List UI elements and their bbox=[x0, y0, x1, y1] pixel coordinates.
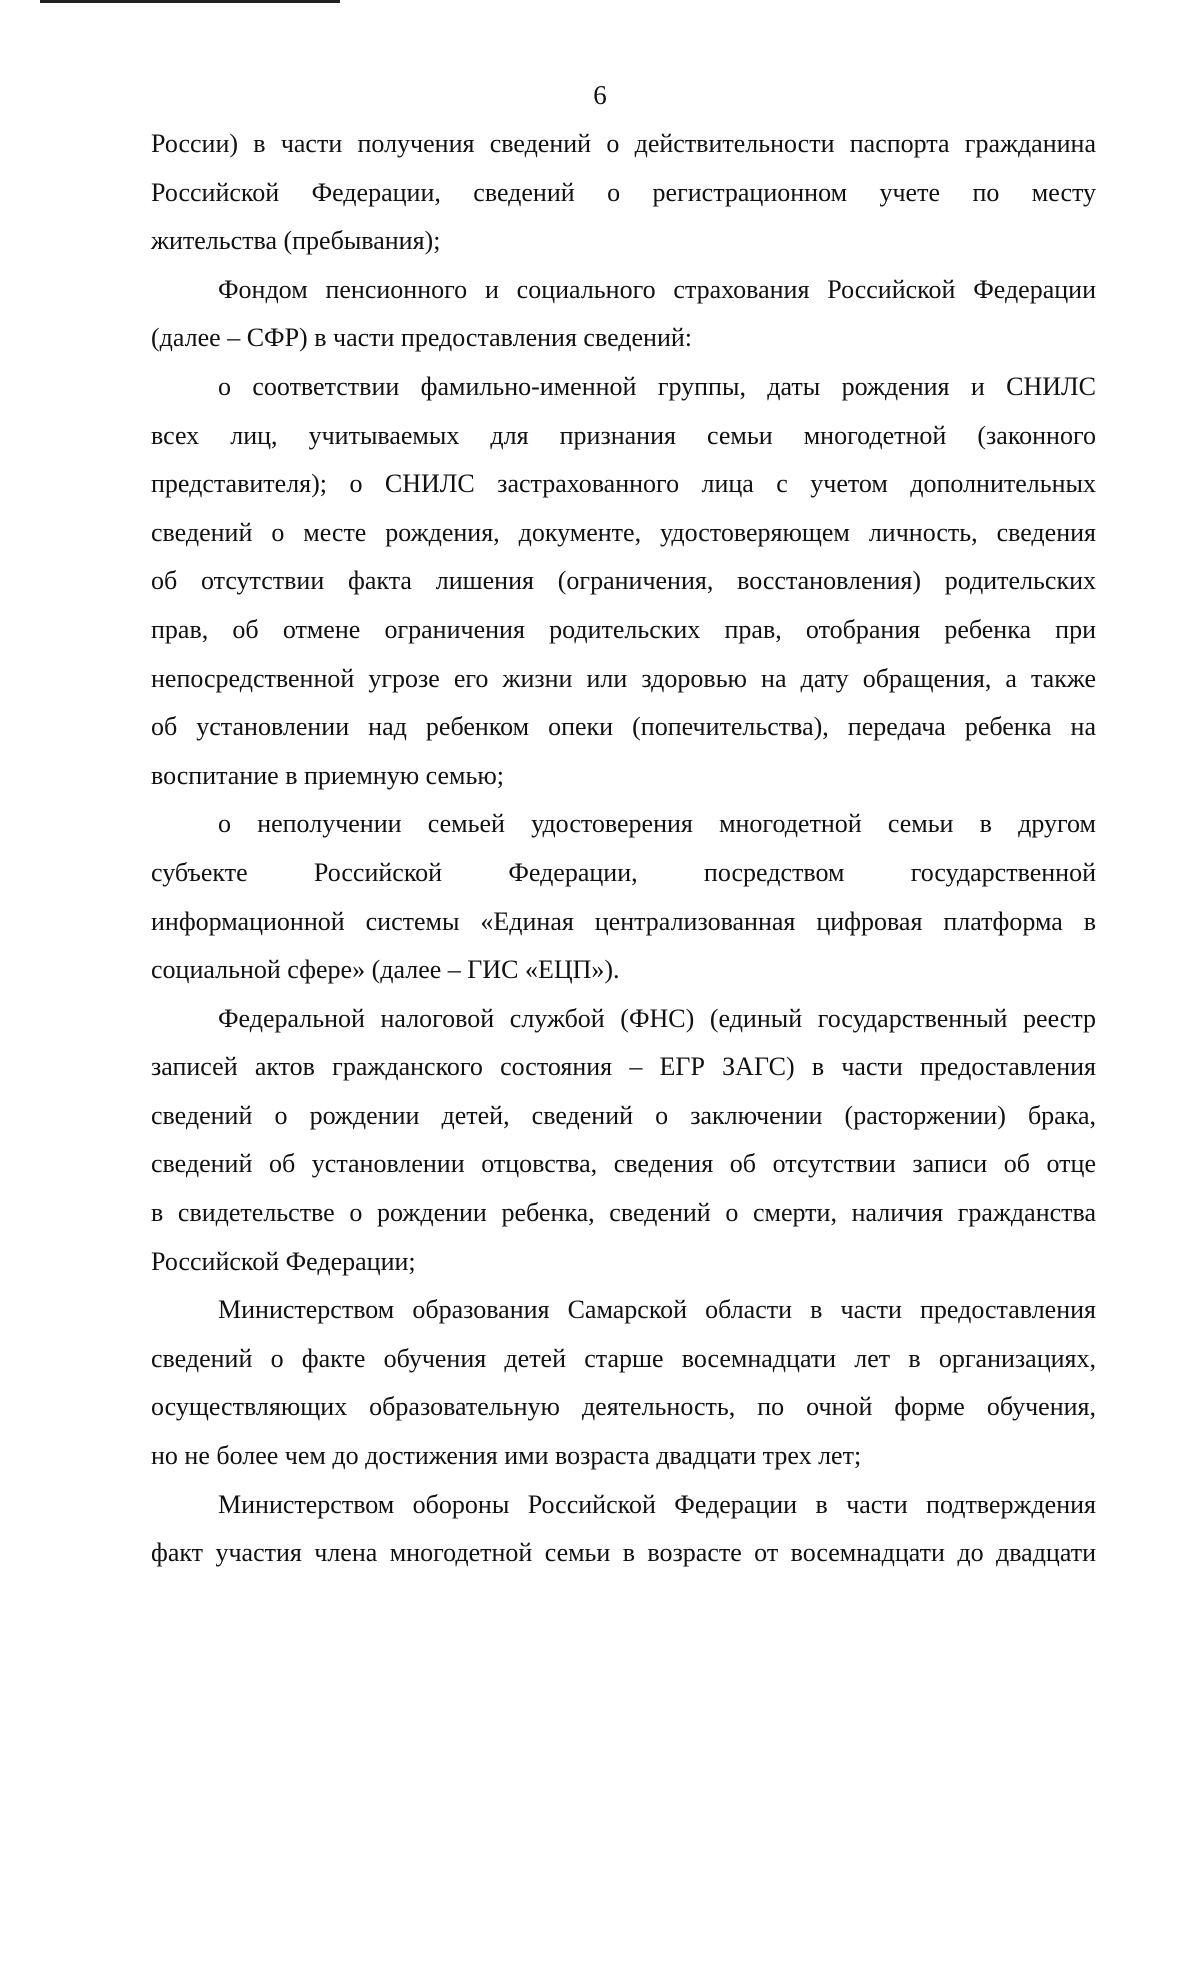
text-line: Министерством обороны Российской Федерации в части подтверждения bbox=[218, 1489, 1096, 1519]
text-line: о неполучении семьей удостоверения многодетной семьи в другом bbox=[218, 809, 1096, 839]
paragraph-defense-ministry bbox=[151, 1481, 1096, 1578]
text-line: осуществляющих образовательную деятельность, по очной форме обучения, bbox=[151, 1392, 1096, 1422]
paragraph-education-ministry bbox=[151, 1286, 1096, 1480]
text-line: информационной системы «Единая централизованная цифровая платформа в bbox=[151, 906, 1096, 936]
text-line: прав, об отмене ограничения родительских прав, отобрания ребенка при bbox=[151, 614, 1096, 644]
paragraph-gis-ecp bbox=[151, 800, 1096, 994]
text-line: субъекте Российской Федерации, посредством государственной bbox=[151, 857, 1096, 887]
text-line: записей актов гражданского состояния – ЕГР ЗАГС) в части предоставления bbox=[151, 1052, 1096, 1082]
text-line: сведений о факте обучения детей старше восемнадцати лет в организациях, bbox=[151, 1343, 1096, 1373]
text-line: социальной сфере» (далее – ГИС «ЕЦП»). bbox=[151, 955, 620, 985]
text-line: всех лиц, учитываемых для признания семьи многодетной (законного bbox=[151, 420, 1096, 450]
text-line: сведений о месте рождения, документе, удостоверяющем личность, сведения bbox=[151, 517, 1096, 547]
text-line: представителя); о СНИЛС застрахованного лица с учетом дополнительных bbox=[151, 469, 1096, 499]
paragraph-fns bbox=[151, 995, 1096, 1287]
text-line: но не более чем до достижения ими возраста двадцати трех лет; bbox=[151, 1441, 862, 1471]
text-line: непосредственной угрозе его жизни или здоровью на дату обращения, а также bbox=[151, 663, 1096, 693]
text-line: сведений об установлении отцовства, сведения об отсутствии записи об отце bbox=[151, 1149, 1096, 1179]
text-line: Фондом пенсионного и социального страхования Российской Федерации bbox=[218, 274, 1096, 304]
text-line: (далее – СФР) в части предоставления сведений: bbox=[151, 323, 692, 353]
text-line: воспитание в приемную семью; bbox=[151, 760, 504, 790]
text-line: жительства (пребывания); bbox=[151, 226, 441, 256]
text-line: Министерством образования Самарской области в части предоставления bbox=[218, 1295, 1096, 1325]
text-line: Российской Федерации; bbox=[151, 1246, 416, 1276]
text-line: об установлении над ребенком опеки (попечительства), передача ребенка на bbox=[151, 712, 1096, 742]
paragraph-sfr bbox=[151, 266, 1096, 363]
text-line: факт участия члена многодетной семьи в возрасте от восемнадцати до двадцати bbox=[151, 1538, 1096, 1568]
text-line: сведений о рождении детей, сведений о заключении (расторжении) брака, bbox=[151, 1100, 1096, 1130]
paragraph-snils bbox=[151, 363, 1096, 800]
document-body bbox=[151, 120, 1096, 1578]
text-line: России) в части получения сведений о действительности паспорта гражданина bbox=[151, 129, 1096, 158]
text-line: Российской Федерации, сведений о регистрационном учете по месту bbox=[151, 177, 1096, 207]
scan-edge-line bbox=[40, 0, 340, 3]
text-line: о соответствии фамильно-именной группы, даты рождения и СНИЛС bbox=[218, 371, 1096, 401]
paragraph-passport-info bbox=[151, 120, 1096, 266]
text-line: в свидетельстве о рождении ребенка, сведений о смерти, наличия гражданства bbox=[151, 1198, 1096, 1228]
page-number: 6 bbox=[593, 80, 607, 110]
text-line: об отсутствии факта лишения (ограничения, восстановления) родительских bbox=[151, 566, 1096, 596]
text-line: Федеральной налоговой службой (ФНС) (единый государственный реестр bbox=[218, 1003, 1096, 1033]
